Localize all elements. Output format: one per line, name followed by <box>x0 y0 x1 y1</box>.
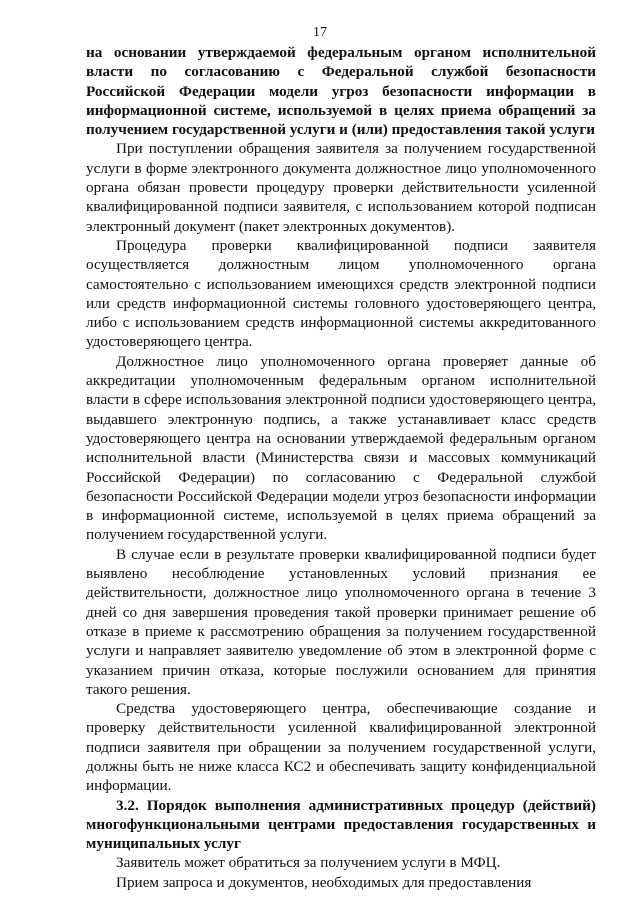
paragraph-invalid-signature: В случае если в результате проверки квалифицированной подписи будет выявлено несоблюдение установленных условий признания ее действительности, должностное лицо уполномоченного органа в течение 3 дней со дня завершения проведения такой проверки принимает решение об отказе в приеме к рассмотрению обращения за получением государственной услуги и направляет заявителю уведомление об этом в электронной форме с указанием причин отказа, которые послужили основанием для принятия такого решения. <box>86 545 596 698</box>
paragraph-certification-tools: Средства удостоверяющего центра, обеспечивающие создание и проверку действительности усиленной квалифицированной электронной подписи заявителя при обращении за получением государственной услуги, должны быть не ниже класса КС2 и обеспечивать защиту конфиденциальной информации. <box>86 700 596 795</box>
paragraph-accreditation-check: Должностное лицо уполномоченного органа проверяет данные об аккредитации уполномоченным федеральным органом исполнительной власти в сфере использования электронной подписи удостоверяющего центра, выдавшего электронную подпись, а также устанавливает класс средств удостоверяющего центра на основании утверждаемой федеральным органом исполнительной власти (Министерства связи и массовых коммуникаций Российской Федерации) по согласованию с Федеральной службой безопасности Российской Федерации модели угроз безопасности информации в информационной системе, используемой в целях приема обращений за получением государственной услуги. <box>86 352 596 544</box>
paragraph-signature-check: При поступлении обращения заявителя за получением государственной услуги в форме электронного документа должностное лицо уполномоченного органа обязан провести процедуру проверки действительности усиленной квалифицированной подписи заявителя, с использованием которой подписан электронный документ (пакет электронных документов). <box>86 140 596 235</box>
page-number: 17 <box>313 25 327 40</box>
paragraph-verification-procedure: Процедура проверки квалифицированной подписи заявителя осуществляется должностным лицом уполномоченного органа самостоятельно с использованием имеющихся средств электронной подписи или средств информационной системы головного удостоверяющего центра, либо с использованием средств информационной системы аккредитованного удостоверяющего центра. <box>86 236 596 351</box>
paragraph-intro-bold: на основании утверждаемой федеральным органом исполнительной власти по согласованию с Федеральной службой безопасности Российской Федерации модели угроз безопасности информации в информационной системе, используемой в целях приема обращений за получением государственной услуги и (или) предоставления такой услуги <box>86 44 596 139</box>
section-heading-3-2: 3.2. Порядок выполнения административных процедур (действий) многофункциональными центрами предоставления государственных и муниципальных услуг <box>86 796 596 853</box>
paragraph-request-acceptance: Прием запроса и документов, необходимых для предоставления <box>116 873 532 891</box>
paragraph-mfc-application: Заявитель может обратиться за получением услуги в МФЦ. <box>116 854 501 872</box>
document-body <box>86 43 596 892</box>
